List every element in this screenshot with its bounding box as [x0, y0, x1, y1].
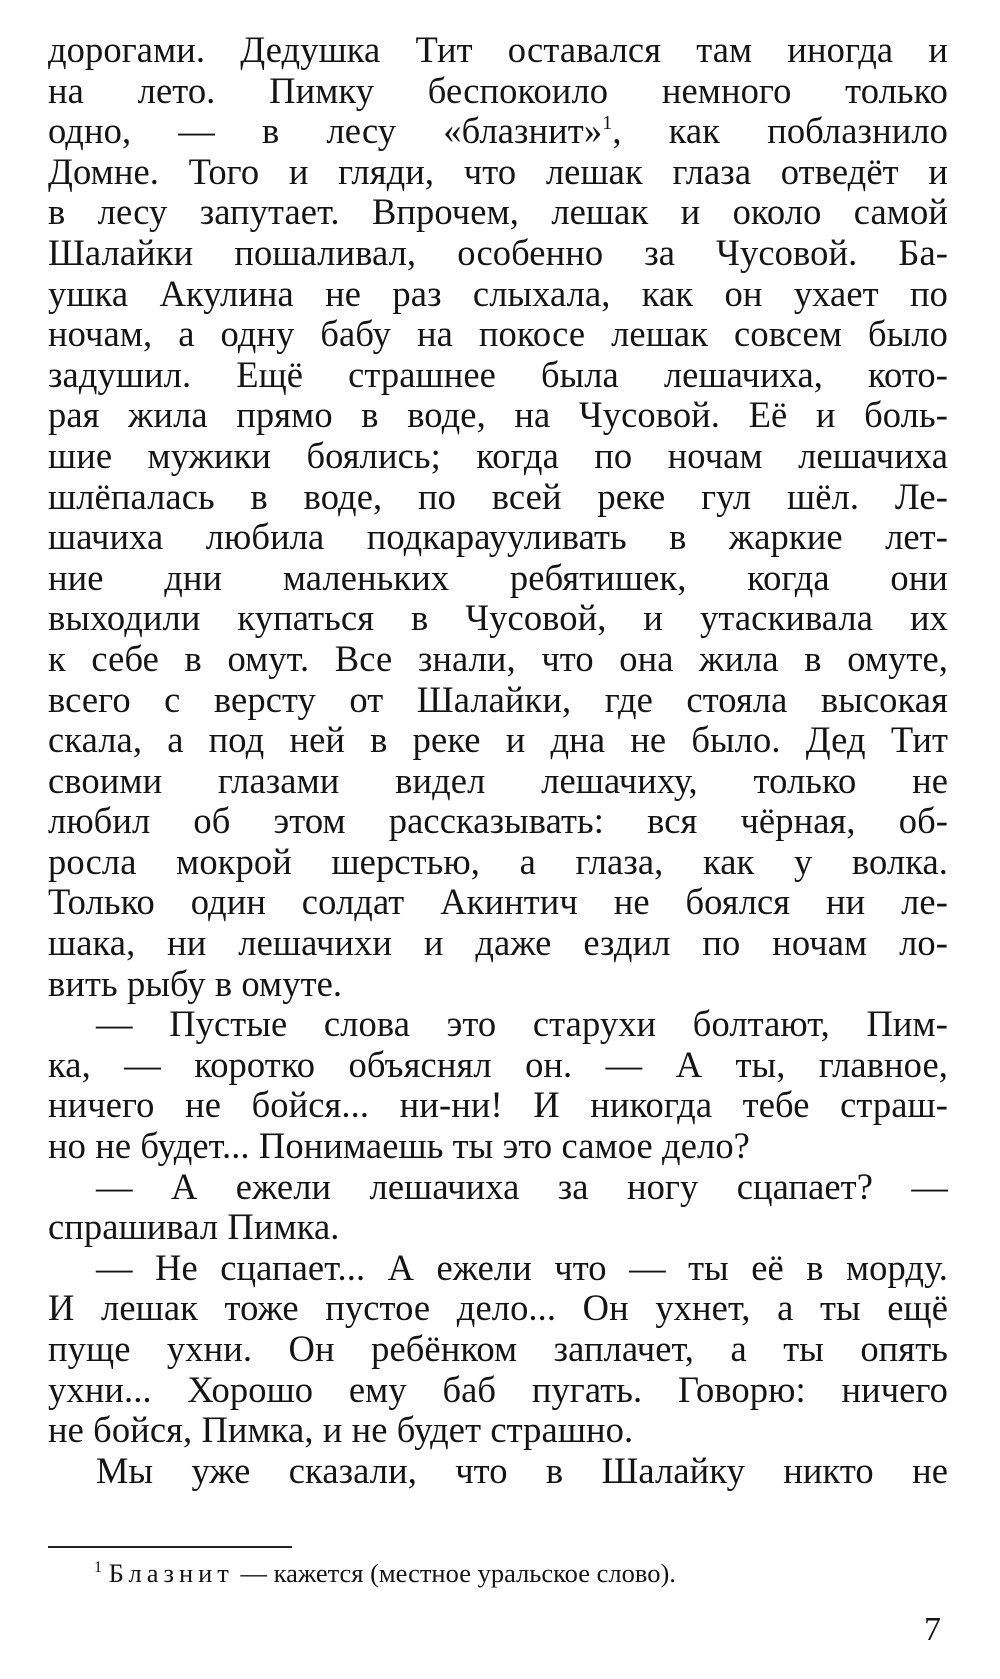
text-line: но не будет... Понимаешь ты это самое дело?	[48, 1125, 750, 1167]
text-line: ухни... Хорошо ему баб пугать. Говорю: ничего	[48, 1368, 948, 1410]
page-number: 7	[924, 1611, 941, 1648]
text-line: шака, ни лешачихи и даже ездил по ночам ло-	[48, 922, 948, 964]
text-line: выходили купаться в Чусовой, и утаскивала их	[48, 597, 948, 639]
text-line: росла мокрой шерстью, а глаза, как у волка.	[48, 840, 948, 882]
text-line: Шалайки пошаливал, особенно за Чусовой. Ба-	[48, 231, 948, 273]
text-line: И лешак тоже пустое дело... Он ухнет, а ты ещё	[48, 1287, 948, 1329]
text-line: ничего не бойся... ни-ни! И никогда тебе страш-	[48, 1084, 948, 1126]
text-line: к себе в омут. Все знали, что она жила в омуте,	[48, 637, 948, 679]
text-line: ние дни маленьких ребятишек, когда они	[48, 556, 948, 598]
text-line: скала, а под ней в реке и дна не было. Дед Тит	[48, 719, 948, 761]
text-line: не бойся, Пимка, и не будет страшно.	[48, 1409, 634, 1451]
text-line: ка, — коротко объяснял он. — А ты, главное,	[48, 1043, 948, 1085]
footnote	[94, 1550, 676, 1591]
text-line: Домне. Того и гляди, что лешак глаза отведёт и	[48, 150, 948, 192]
text-line: пуще ухни. Он ребёнком заплачет, а ты опять	[48, 1328, 948, 1369]
text-line: любил об этом рассказывать: вся чёрная, об-	[48, 800, 948, 842]
text-line: Только один солдат Акинтич не боялся ни ле-	[48, 881, 948, 923]
text-line: задушил. Ещё страшнее была лешачиха, кото-	[48, 353, 948, 395]
text-line: на лето. Пимку беспокоило немного только	[48, 69, 948, 111]
text-line: — Не сцапает... А ежели что — ты её в морду.	[96, 1246, 948, 1288]
text-line: — Пустые слова это старухи болтают, Пим-	[96, 1003, 948, 1045]
text-line: Мы уже сказали, что в Шалайку никто не	[96, 1449, 948, 1491]
body-text	[48, 30, 948, 1491]
text-line: — А ежели лешачиха за ногу сцапает? —	[96, 1165, 948, 1207]
text-line: шлёпалась в воде, по всей реке гул шёл. Ле-	[48, 475, 948, 517]
text-line: рая жила прямо в воде, на Чусовой. Её и боль-	[48, 394, 948, 436]
footnote-reference: 1	[602, 112, 613, 135]
text-line: в лесу запутает. Впрочем, лешак и около самой	[48, 191, 948, 233]
text-line: своими глазами видел лешачиху, только не	[48, 759, 948, 801]
text-line: спрашивал Пимка.	[48, 1206, 340, 1248]
footnote-divider	[48, 1546, 292, 1548]
text-line: одно, — в лесу «блазнит»$^1$, как поблазнило	[48, 110, 948, 152]
text-line: ночам, а одну бабу на покосе лешак совсем было	[48, 313, 948, 355]
footnote-marker: 1	[94, 1559, 102, 1576]
text-line: шачиха любила подкараууливать в жаркие лет-	[48, 516, 948, 558]
text-line: шие мужики боялись; когда по ночам лешачиха	[48, 434, 948, 476]
footnote-term: Блазнит	[108, 1558, 234, 1588]
text-line: ушка Акулина не раз слыхала, как он ухает по	[48, 272, 948, 314]
text-line: всего с версту от Шалайки, где стояла высокая	[48, 678, 948, 720]
text-line: дорогами. Дедушка Тит оставался там иногда и	[48, 29, 948, 70]
text-line: вить рыбу в омуте.	[48, 962, 343, 1004]
footnote-text: — кажется (местное уральское слово).	[240, 1558, 676, 1588]
